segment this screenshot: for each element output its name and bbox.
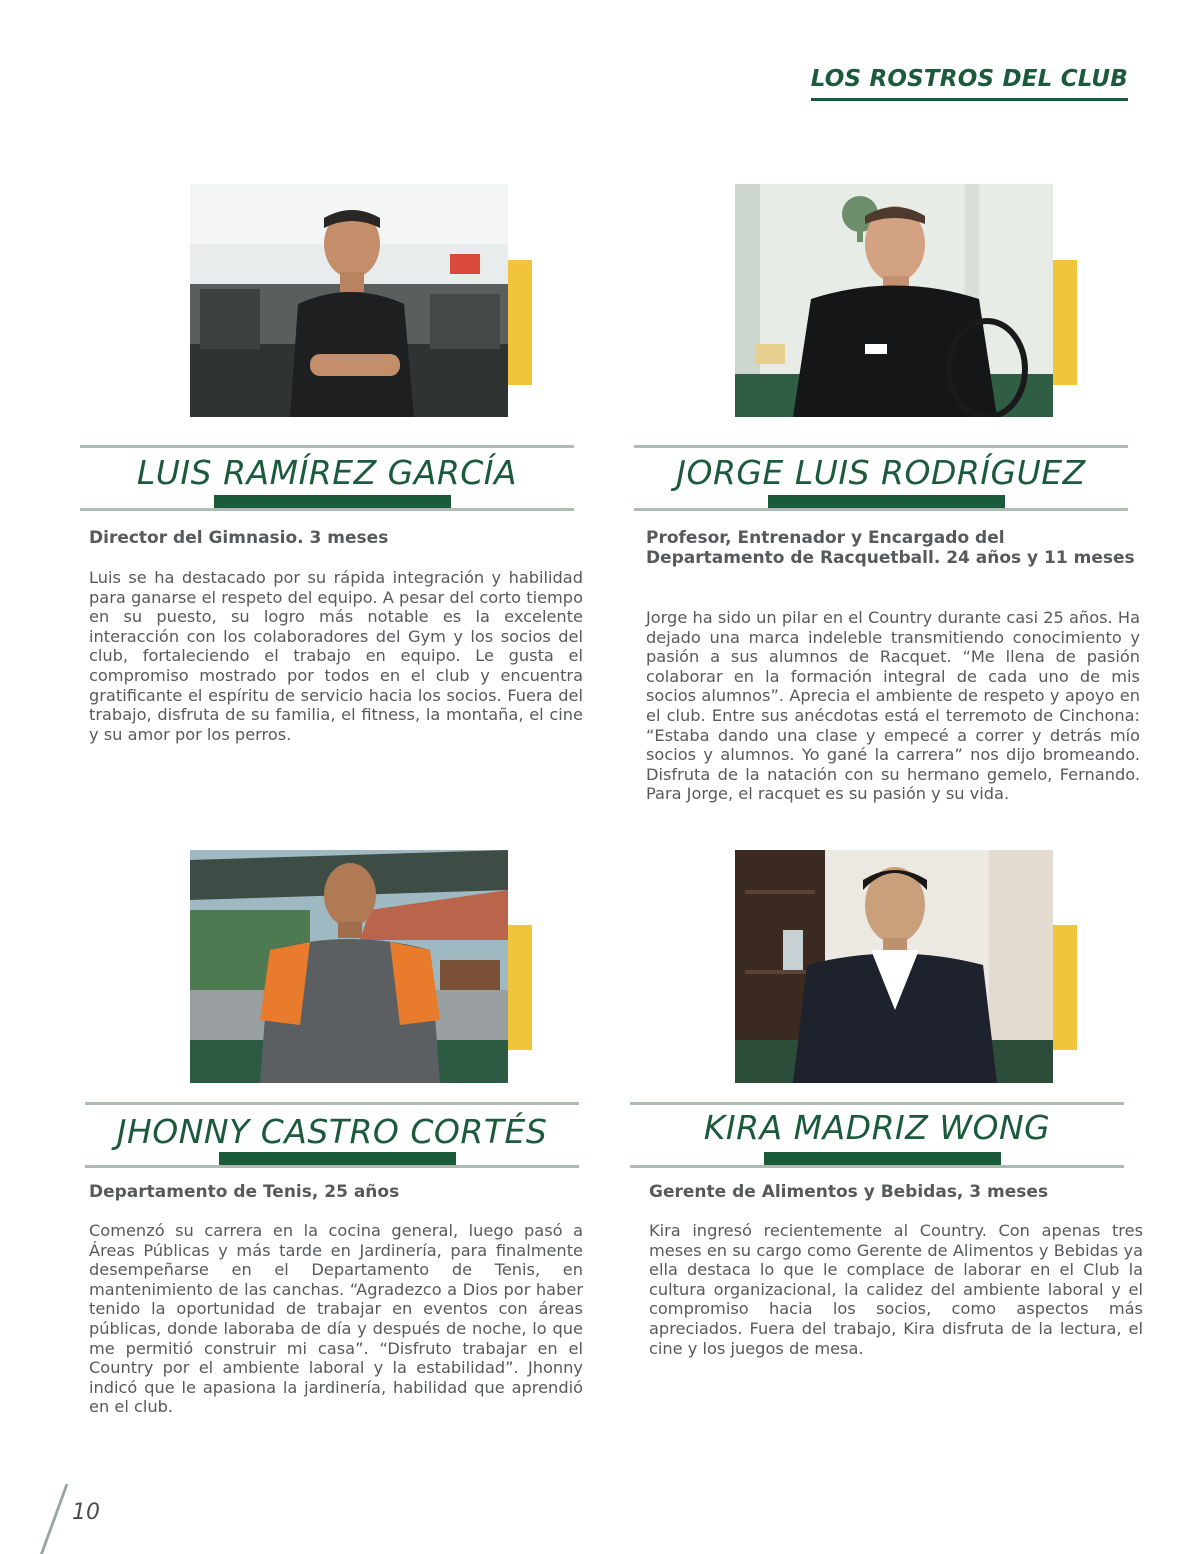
- profile-bio: Comenzó su carrera en la cocina general, luego pasó a Áreas Públicas y más tarde en Jardinería, para finalmente desempeñarse en el Departamento de Tenis, en mantenimiento de las canchas. “Agradezco a Dios por haber tenido la oportunidad de trabajar en eventos con áreas públicas, donde laboraba de día y después de noche, lo que me permitió construir mi casa”. “Disfruto trabajar en el Country por el ambiente laboral y la estabilidad”. Jhonny indicó que le apasiona la jardinería, habilidad que aprendió en el club.: [89, 1221, 583, 1417]
- divider: [85, 1102, 579, 1105]
- name-band: [80, 445, 574, 511]
- profile-bio: Kira ingresó recientemente al Country. Con apenas tres meses en su cargo como Gerente de Alimentos y Bebidas ya ella destaca lo que le complace de laborar en el Club la cultura organizacional, la calidez del ambiente laboral y el compromiso hacia los socios, como aspectos más apreciados. Fuera del trabajo, Kira disfruta de la lectura, el cine y los juegos de mesa.: [649, 1221, 1143, 1358]
- profile-name: LUIS RAMÍREZ GARCÍA: [136, 453, 518, 492]
- divider: [630, 1102, 1124, 1105]
- divider: [634, 508, 1128, 511]
- name-underline: [214, 495, 451, 508]
- name-underline: [764, 1152, 1001, 1165]
- page-number: 10: [72, 1500, 100, 1525]
- divider: [634, 445, 1128, 448]
- section-header: LOS ROSTROS DEL CLUB: [811, 66, 1128, 101]
- profile-role: Gerente de Alimentos y Bebidas, 3 meses: [649, 1182, 1049, 1202]
- profile-photo-luis: [190, 184, 508, 417]
- profile-role: Departamento de Tenis, 25 años: [89, 1182, 400, 1202]
- accent-bar: [508, 260, 532, 385]
- profile-photo-jhonny: [190, 850, 508, 1083]
- divider: [80, 508, 574, 511]
- divider: [85, 1165, 579, 1168]
- accent-bar: [508, 925, 532, 1050]
- name-underline: [219, 1152, 456, 1165]
- name-band: [85, 1102, 579, 1168]
- profile-bio: Jorge ha sido un pilar en el Country durante casi 25 años. Ha dejado una marca indeleble transmitiendo conocimiento y pasión a sus alumnos de Racquet. “Me llena de pasión colaborar en la formación integral de cada uno de mis socios alumnos”. Aprecia el ambiente de respeto y apoyo en el club. Entre sus anécdotas está el terremoto de Cinchona: “Estaba dando una clase y empecé a correr y detrás mío socios y alumnos. Yo gané la carrera” nos dijo bromeando. Disfruta de la natación con su hermano gemelo, Fernando. Para Jorge, el racquet es su pasión y su vida.: [646, 608, 1140, 804]
- profile-name: KIRA MADRIZ WONG: [703, 1108, 1051, 1147]
- accent-bar: [1053, 260, 1077, 385]
- name-band: [634, 445, 1128, 511]
- profile-role: Profesor, Entrenador y Encargado del Departamento de Racquetball. 24 años y 11 meses: [646, 528, 1135, 568]
- profile-name: JORGE LUIS RODRÍGUEZ: [676, 453, 1086, 492]
- profile-name: JHONNY CASTRO CORTÉS: [116, 1112, 548, 1151]
- divider: [80, 445, 574, 448]
- page-number-slash: [40, 1484, 68, 1554]
- profile-photo-jorge: [735, 184, 1053, 417]
- name-band: [630, 1102, 1124, 1168]
- accent-bar: [1053, 925, 1077, 1050]
- profile-bio: Luis se ha destacado por su rápida integración y habilidad para ganarse el respeto del equipo. A pesar del corto tiempo en su puesto, su logro más notable es la excelente interacción con los colaboradores del Gym y los socios del club, fortaleciendo el trabajo en equipo. Le gusta el compromiso mostrado por todos en el club y encuentra gratificante el espíritu de servicio hacia los socios. Fuera del trabajo, disfruta de su familia, el fitness, la montaña, el cine y su amor por los perros.: [89, 568, 583, 744]
- name-underline: [768, 495, 1005, 508]
- profile-role: Director del Gimnasio. 3 meses: [89, 528, 389, 548]
- divider: [630, 1165, 1124, 1168]
- profile-photo-kira: [735, 850, 1053, 1083]
